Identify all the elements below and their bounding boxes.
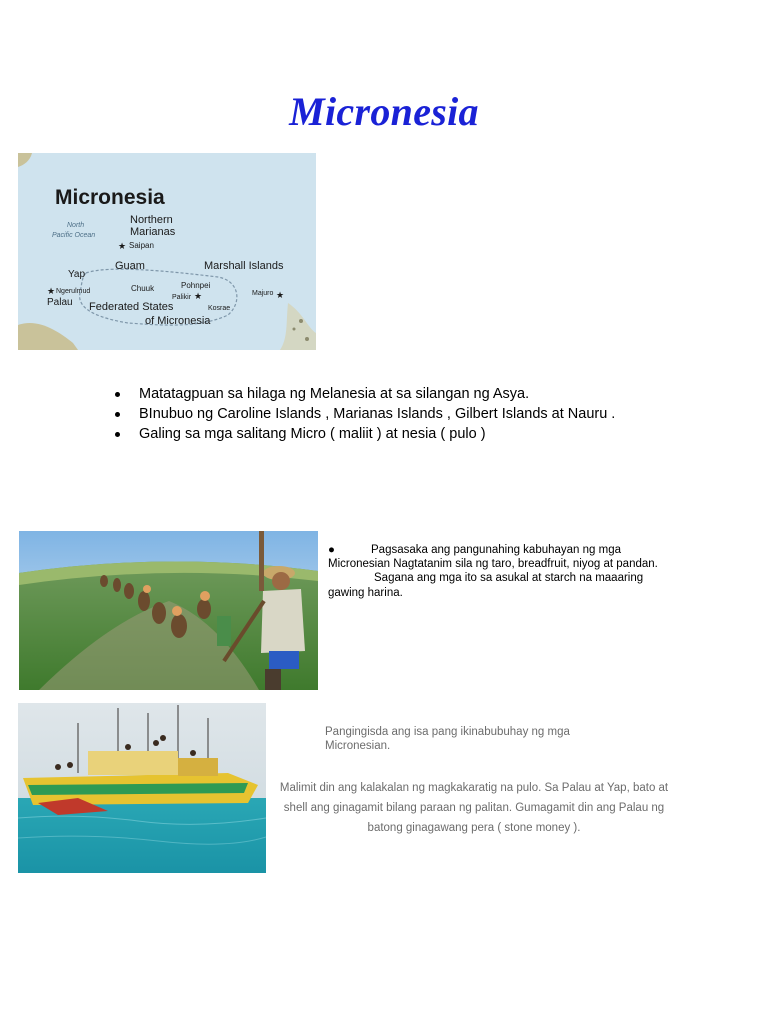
map-label-saipan: Saipan: [129, 241, 154, 250]
list-item: BInubuo ng Caroline Islands , Marianas Islands , Gilbert Islands at Nauru .: [115, 404, 615, 424]
farming-paragraph-2: Sagana ang mga ito sa asukal at starch na maaaring gawing harina.: [328, 572, 644, 599]
map-label-kosrae: Kosrae: [208, 305, 231, 312]
bullet-icon: ●: [328, 544, 335, 556]
farming-paragraph: Pagsasaka ang pangunahing kabuhayan ng mga Micronesian Nagtatanim sila ng taro, breadfruit, niyog at pandan.: [328, 544, 658, 571]
bullet-icon: [115, 432, 120, 437]
micronesia-map: [18, 153, 316, 350]
map-star-ngerulmud: ★: [47, 286, 56, 296]
map-star-palikir: ★: [194, 291, 203, 301]
map-label-yap: Yap: [68, 269, 86, 280]
trade-text: Malimit din ang kalakalan ng magkakaratig na pulo. Sa Palau at Yap, bato at shell ang ginagamit bilang paraan ng palitan. Gumagamit din ang Palau ng batong ginagawang pera ( stone money ).: [279, 782, 669, 834]
map-label-fsm-2: of Micronesia: [145, 315, 211, 327]
list-item: Matatagpuan sa hilaga ng Melanesia at sa silangan ng Asya.: [115, 384, 615, 404]
map-label-ocean: North: [67, 222, 85, 229]
map-label-marshall: Marshall Islands: [204, 260, 284, 272]
fishing-text: Pangingisda ang isa pang ikinabubuhay ng mga Micronesian.: [325, 726, 570, 753]
map-star-majuro: ★: [276, 290, 285, 300]
map-label-pohnpei: Pohnpei: [181, 281, 211, 290]
map-label-marianas: Marianas: [130, 226, 176, 238]
map-heading: Micronesia: [55, 186, 165, 209]
map-label-chuuk: Chuuk: [131, 284, 155, 293]
map-label-fsm: Federated States: [89, 301, 174, 313]
farming-text: [328, 543, 658, 600]
bullet-list: [115, 384, 615, 444]
page-title: Micronesia: [289, 89, 479, 134]
map-label-palikir: Palikir: [172, 294, 192, 301]
map-label-ocean-2: Pacific Ocean: [52, 232, 96, 239]
bullet-icon: [115, 412, 120, 417]
map-label-guam: Guam: [115, 260, 145, 272]
map-label-majuro: Majuro: [252, 290, 274, 297]
list-item: Galing sa mga salitang Micro ( maliit ) at nesia ( pulo ): [115, 424, 615, 444]
map-label-ngerulmud: Ngerulmud: [56, 288, 91, 295]
map-label-northern: Northern: [130, 214, 173, 226]
farming-photo: [19, 531, 318, 690]
fishing-boat-photo: [18, 703, 266, 873]
map-star-saipan: ★: [118, 241, 127, 251]
map-label-palau: Palau: [47, 297, 73, 308]
bullet-icon: [115, 392, 120, 397]
